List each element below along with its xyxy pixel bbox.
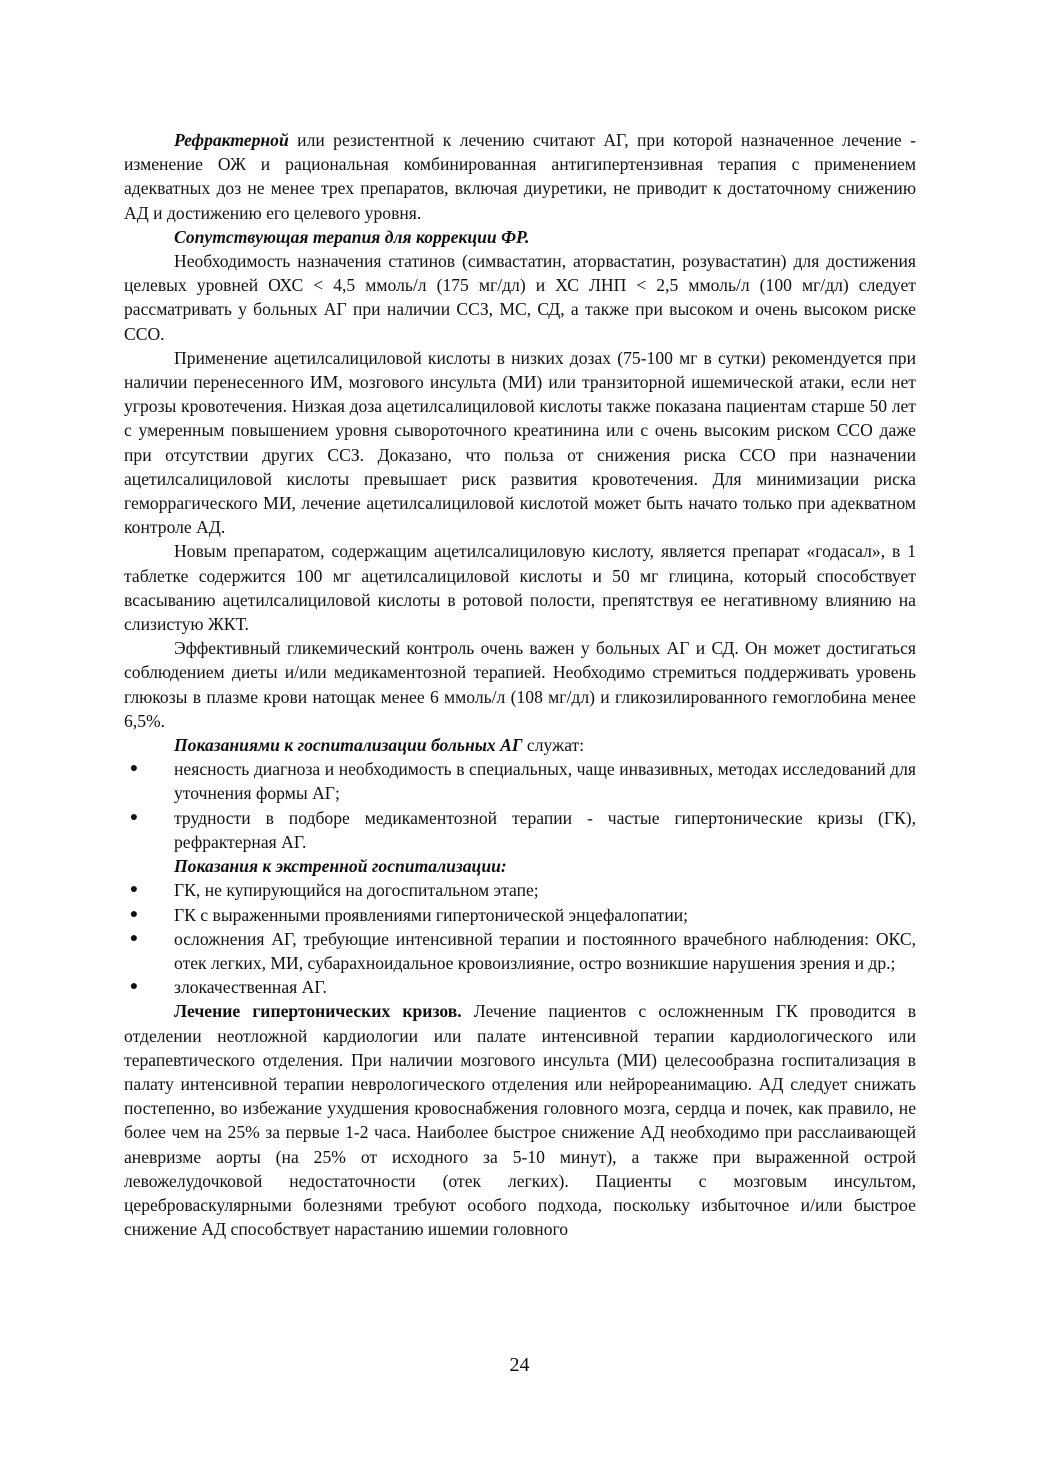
paragraph-aspirin: Применение ацетилсалициловой кислоты в низких дозах (75-100 мг в сутки) рекомендуется при наличии перенесенного ИМ, мозгового инсульта (МИ) или транзиторной ишемической атаки, если нет угрозы кровотечения. Низкая доза ацетилсалициловой кислоты также показана пациентам старше 50 лет с умеренным повышением уровня сывороточного креатинина или с очень высоким риском ССО даже при отсутствии других ССЗ. Доказано, что польза от снижения риска ССО при назначении ацетилсалициловой кислоты превышает риск развития кровотечения. Для минимизации риска геморрагического МИ, лечение ацетилсалициловой кислотой может быть начато только при адекватном контроле АД. (124, 347, 916, 538)
list-item-text: ГК с выраженными проявлениями гипертонической энцефалопатии; (174, 904, 689, 925)
list-item-text: ГК, не купирующийся на догоспитальном этапе; (174, 880, 539, 901)
paragraph-refractory-text: или резистентной к лечению считают АГ, при которой назначенное лечение - изменение ОЖ и рациональная комбинированная антигипертензивная терапия с применением адекватных доз не менее трех препаратов, включая диуретики, не приводит к достаточному снижению АД и достижению его целевого уровня. (124, 130, 916, 223)
bullet-icon: ● (129, 930, 139, 946)
list-item-text: неясность диагноза и необходимость в специальных, чаще инвазивных, методах исследований для уточнения формы АГ; (174, 759, 916, 804)
heading-hospitalization-rest: служат: (522, 735, 585, 756)
list-item (124, 806, 916, 854)
list-item-text: осложнения АГ, требующие интенсивной терапии и постоянного врачебного наблюдения: ОКС, отек легких, МИ, субарахноидальное кровоизлияние, остро возникшие нарушения зрения и др.; (174, 928, 916, 973)
list-item-text: злокачественная АГ. (174, 977, 327, 998)
emergency-list (124, 878, 916, 999)
bullet-icon: ● (129, 906, 139, 922)
page-number: 24 (509, 1354, 530, 1376)
paragraph-crisis-treatment (124, 999, 916, 1241)
paragraph-refractory (124, 128, 916, 225)
bullet-icon: ● (129, 761, 139, 777)
list-item (124, 975, 916, 999)
heading-hospitalization-indications (124, 733, 916, 757)
heading-emergency-hospitalization: Показания к экстренной госпитализации: (174, 856, 507, 877)
heading-hospitalization-lead: Показаниями к госпитализации больных АГ (174, 735, 523, 756)
heading-concomitant-therapy: Сопутствующая терапия для коррекции ФР. (174, 226, 530, 247)
term-crisis-treatment: Лечение гипертонических кризов. (174, 1001, 462, 1022)
paragraph-crisis-treatment-text: Лечение пациентов с осложненным ГК проводится в отделении неотложной кардиологии или палате интенсивной терапии кардиологического или терапевтического отделения. При наличии мозгового инсульта (МИ) целесообразна госпитализация в палату интенсивной терапии неврологического отделения или нейрореанимацию. АД следует снижать постепенно, во избежание ухудшения кровоснабжения головного мозга, сердца и почек, как правило, не более чем на 25% за первые 1-2 часа. Наиболее быстрое снижение АД необходимо при расслаивающей аневризме аорты (на 25% от исходного за 5-10 минут), а также при выраженной острой левожелудочковой недостаточности (отек легких). Пациенты с мозговым инсультом, цереброваскулярными болезнями требуют особого подхода, поскольку избыточное и/или быстрое снижение АД способствует нарастанию ишемии головного (124, 1001, 916, 1240)
term-refractory: Рефрактерной (174, 130, 289, 150)
paragraph-godasal: Новым препаратом, содержащим ацетилсалициловую кислоту, является препарат «годасал», в 1 таблетке содержится 100 мг ацетилсалициловой кислоты и 50 мг глицина, который способствует всасыванию ацетилсалициловой кислоты в ротовой полости, препятствуя ее негативному влиянию на слизистую ЖКТ. (124, 541, 916, 635)
bullet-icon: ● (129, 809, 139, 825)
paragraph-statins: Необходимость назначения статинов (симвастатин, аторвастатин, розувастатин) для достижения целевых уровней ОХС < 4,5 ммоль/л (175 мг/дл) и ХС ЛНП < 2,5 ммоль/л (100 мг/дл) следует рассматривать у больных АГ при наличии ССЗ, МС, СД, а также при высоком и очень высоком риске ССО. (124, 251, 916, 344)
list-item-text: трудности в подборе медикаментозной терапии - частые гипертонические кризы (ГК), рефрактерная АГ. (174, 807, 916, 852)
list-item (124, 927, 916, 975)
page-body (124, 128, 916, 1241)
bullet-icon: ● (129, 882, 139, 898)
list-item (124, 757, 916, 805)
bullet-icon: ● (129, 979, 139, 995)
paragraph-glycemic-control: Эффективный гликемический контроль очень важен у больных АГ и СД. Он может достигаться соблюдением диеты и/или медикаментозной терапией. Необходимо стремиться поддерживать уровень глюкозы в плазме крови натощак менее 6 ммоль/л (108 мг/дл) и гликозилированного гемоглобина менее 6,5%. (124, 638, 916, 731)
list-item (124, 878, 916, 902)
list-item (124, 903, 916, 927)
hospitalization-list (124, 757, 916, 854)
